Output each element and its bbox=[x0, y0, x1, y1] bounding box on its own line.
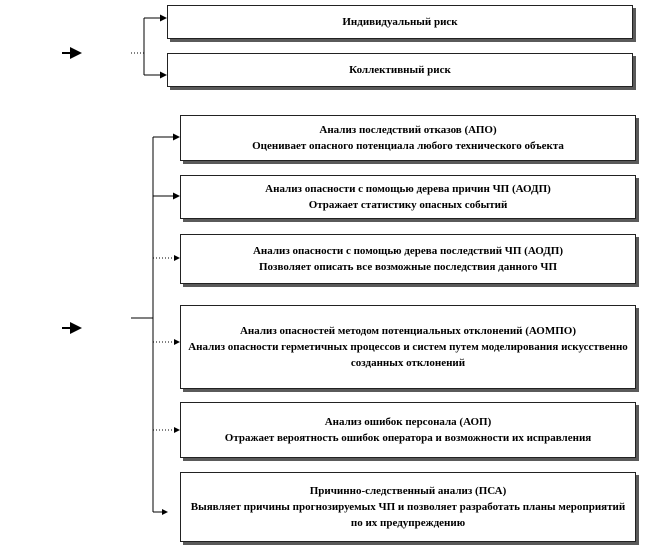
method-box-aop bbox=[180, 402, 636, 458]
box-description: Отражает вероятность ошибок оператора и возможности их исправления bbox=[224, 432, 592, 444]
method-box-aompo bbox=[180, 305, 636, 389]
box-title: Анализ опасности с помощью дерева последствий ЧП (АОДП) bbox=[252, 245, 564, 257]
box-description: Выявляет причины прогнозируемых ЧП и позволяет разработать планы мероприятий по их предупреждению bbox=[190, 501, 626, 529]
box-description: Отражает статистику опасных событий bbox=[308, 199, 508, 211]
method-box-aodp-causes bbox=[180, 175, 636, 219]
box-description: Позволяет описать все возможные последствия данного ЧП bbox=[259, 261, 557, 273]
risk-box-collective bbox=[167, 53, 633, 87]
box-title: Коллективный риск bbox=[349, 64, 451, 76]
method-box-psa bbox=[180, 472, 636, 542]
box-description: Оценивает опасного потенциала любого технического объекта bbox=[252, 140, 564, 152]
box-title: Анализ последствий отказов (АПО) bbox=[319, 124, 497, 136]
box-title: Индивидуальный риск bbox=[342, 16, 458, 28]
box-description: Анализ опасности герметичных процессов и систем путем моделирования искусственно созданных отклонений bbox=[188, 341, 628, 369]
box-title: Причинно-следственный анализ (ПСА) bbox=[309, 485, 507, 497]
risk-box-individual bbox=[167, 5, 633, 39]
method-box-aodp-consequences bbox=[180, 234, 636, 284]
box-title: Анализ опасности с помощью дерева причин ЧП (АОДП) bbox=[265, 183, 551, 195]
box-title: Анализ ошибок персонала (АОП) bbox=[324, 416, 492, 428]
method-box-apo bbox=[180, 115, 636, 161]
box-title: Анализ опасностей методом потенциальных отклонений (АОМПО) bbox=[239, 325, 577, 337]
